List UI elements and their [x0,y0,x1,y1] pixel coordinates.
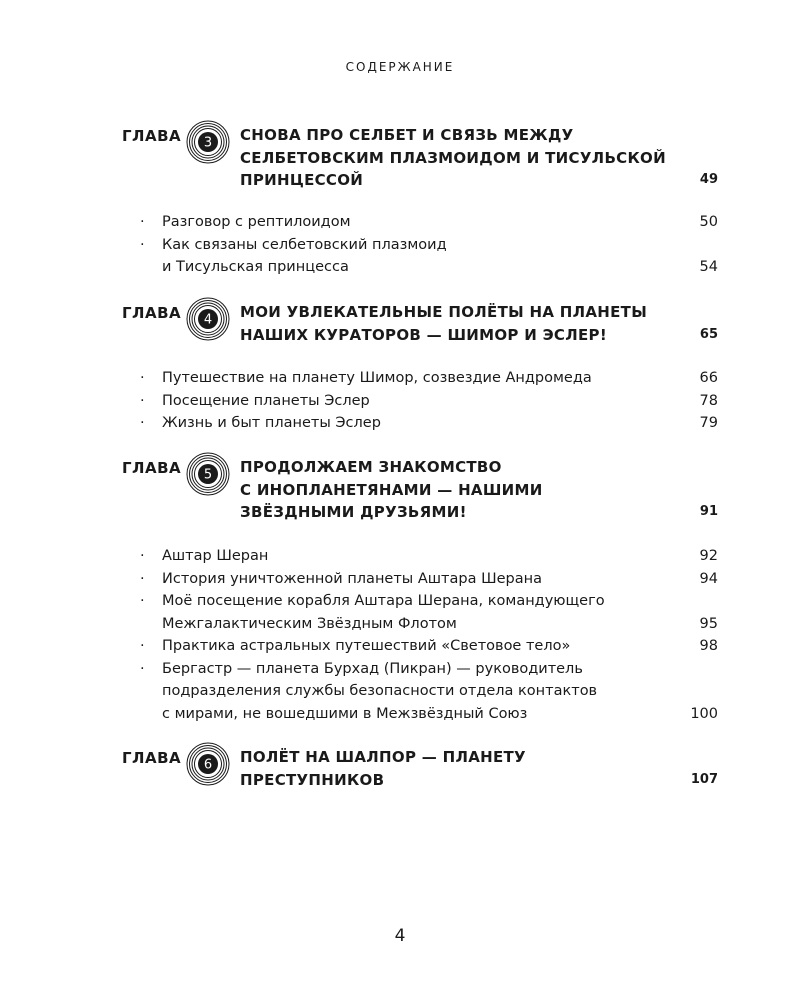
chapter-title: ПОЛЁТ НА ШАЛПОР — ПЛАНЕТУ ПРЕСТУПНИКОВ [240,748,526,789]
chapter-number: 5 [203,467,213,483]
toc-entry: · Как связаны селбетовский плазмоид и Тисульская принцесса 54 [140,234,718,279]
chapter-number-badge [186,452,230,496]
chapter-page-number: 65 [699,326,718,342]
chapter-number-badge [186,120,230,164]
chapter-label: ГЛАВА [122,304,182,322]
chapter-number: 3 [203,135,213,151]
page-number: 4 [394,926,406,946]
entry-page-number: 66 [699,370,718,386]
entry-page-number: 79 [699,415,718,431]
chapter-number: 6 [203,757,213,773]
entry-page-number: 100 [690,705,718,722]
chapter-number-badge [186,297,230,341]
toc-entry: · Бергастр — планета Бурхад (Пикран) — руководитель подразделения службы безопасности отдела контактов с мирами, не вошедшими в Межзвёздный Союз 100 [140,658,718,726]
toc-entry: · Жизнь и быт планеты Эслер 79 [140,412,718,435]
entry-page-number: 98 [699,638,718,654]
toc-entry: · Практика астральных путешествий «Световое тело» 98 [140,635,718,658]
toc-entry: · Моё посещение корабля Аштара Шерана, командующего Межгалактическим Звёздным Флотом 95 [140,590,718,635]
chapter-number: 4 [203,312,213,328]
toc-entry: · Аштар Шеран 92 [140,545,718,568]
entry-page-number: 54 [699,259,718,275]
toc-entry: · Разговор с рептилоидом 50 [140,211,718,234]
entry-page-number: 78 [699,392,718,409]
chapter-label: ГЛАВА [122,749,182,767]
chapter-label: ГЛАВА [122,127,182,145]
toc-entry: · Посещение планеты Эслер 78 [140,390,718,413]
page-header: СОДЕРЖАНИЕ [345,60,455,74]
chapter-label: ГЛАВА [122,459,182,477]
chapter-number-badge [186,742,230,786]
entry-page-number: 50 [699,214,718,230]
chapter-page-number: 49 [699,172,718,187]
chapter-page-number: 107 [690,771,718,787]
toc-entry: · История уничтоженной планеты Аштара Шерана 94 [140,568,718,591]
entry-page-number: 92 [699,548,718,564]
chapter-page-number: 91 [699,504,718,519]
chapter-title: ПРОДОЛЖАЕМ ЗНАКОМСТВО С ИНОПЛАНЕТЯНАМИ — НАШИМИ ЗВЁЗДНЫМИ ДРУЗЬЯМИ! [240,458,543,521]
chapter-3-entries [140,211,718,279]
chapter-4-entries [140,367,718,435]
entry-page-number: 95 [699,615,718,632]
entry-page-number: 94 [699,570,718,587]
toc-entry: · Путешествие на планету Шимор, созвездие Андромеда 66 [140,367,718,390]
chapter-title: СНОВА ПРО СЕЛБЕТ И СВЯЗЬ МЕЖДУ СЕЛБЕТОВСКИМ ПЛАЗМОИДОМ И ТИСУЛЬСКОЙ ПРИНЦЕССОЙ [240,126,666,189]
chapter-title: МОИ УВЛЕКАТЕЛЬНЫЕ ПОЛЁТЫ НА ПЛАНЕТЫ НАШИХ КУРАТОРОВ — ШИМОР И ЭСЛЕР! [240,303,648,344]
chapter-5-entries [140,545,718,725]
